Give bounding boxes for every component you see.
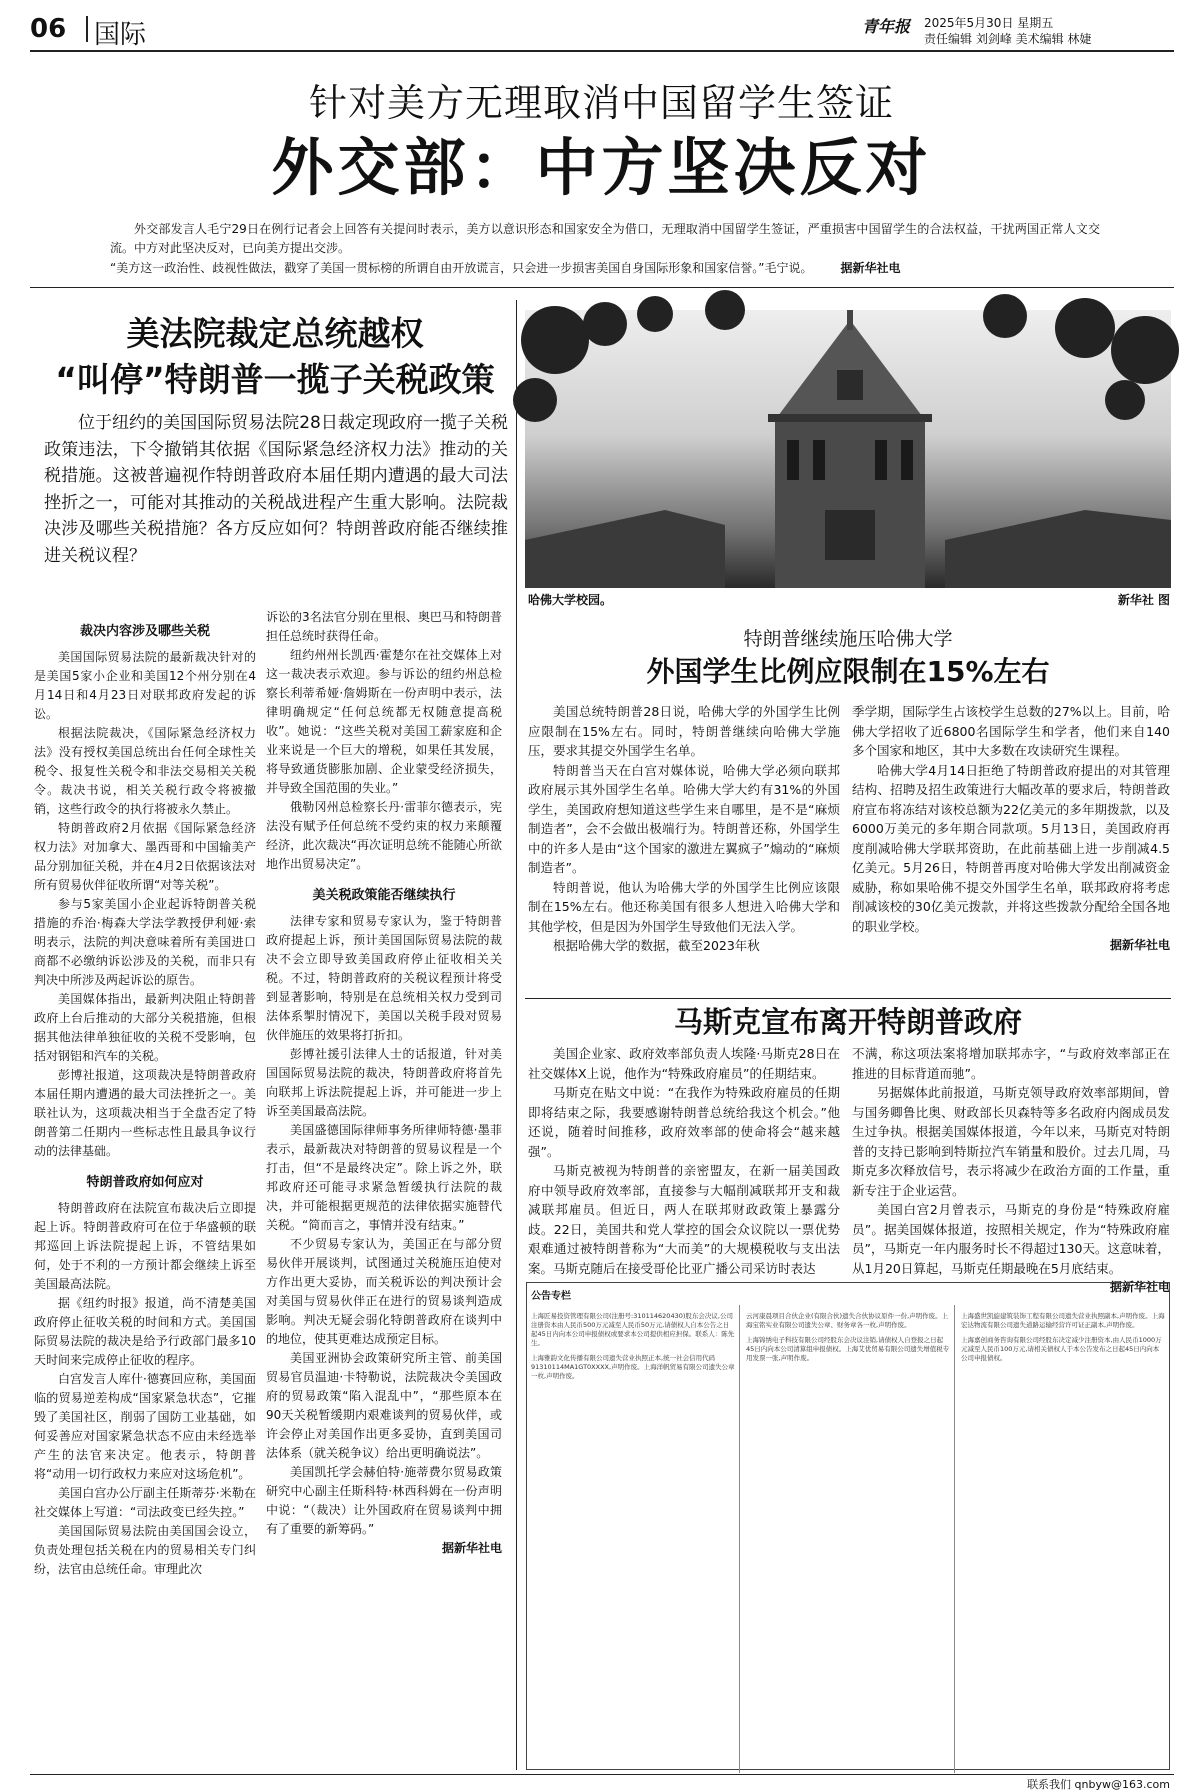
story1-c1-p3: 特朗普政府2月依据《国际紧急经济权力法》对加拿大、墨西哥和中国输美产品分别加征关税，并在4月2日依据该法对所有贸易伙伴征收所谓“对等关税”。: [34, 821, 256, 892]
story2-c1-p1: 美国总统特朗普28日说，哈佛大学的外国学生比例应限制在15%左右。同时，特朗普继续向哈佛大学施压，要求其提交外国学生名单。: [528, 704, 840, 758]
story3-c1-p3: 马斯克被视为特朗普的亲密盟友，在新一届美国政府中领导政府效率部，直接参与大幅削减联邦开支和裁减联邦雇员。但近日，两人在联邦财政政策上暴露分歧。22日，美国共和党人掌控的国会众议院以一票优势艰难通过被特朗普称为“大而美”的大规模税收与支出法案。马斯克随后在接受哥伦比亚广播公司采访时表达: [528, 1163, 840, 1276]
story2-kicker: 特朗普继续施压哈佛大学: [743, 628, 953, 650]
lead-paragraph-1: 外交部发言人毛宁29日在例行记者会上回答有关提问时表示，美方以意识形态和国家安全为借口，无理取消中国留学生签证，严重损害中国留学生的合法权益，干扰两国正常人文交流。中方对此坚决反对，已向美方提出交涉。: [110, 222, 1100, 255]
story1-c1-p6: 彭博社报道，这项裁决是特朗普政府本届任期内遭遇的最大司法挫折之一。美联社认为，这项裁决相当于全盘否定了特朗普第二任期内一些标志性且最具争议行动的法律基础。: [34, 1068, 256, 1158]
notice-column-1: [531, 1305, 740, 1773]
story2-column-1: [528, 702, 840, 992]
story1-c2b-p4: 不少贸易专家认为，美国正在与部分贸易伙伴开展谈判，试图通过关税施压迫使对方作出更大妥协，而关税诉讼的判决预计会对美国与贸易伙伴正在进行的贸易谈判造成影响。判决无疑会弱化特朗普政府在谈判中的地位，使其更难达成预定目标。: [266, 1237, 502, 1346]
story1-c1-p1: 美国国际贸易法院的最新裁决针对的是美国5家小企业和美国12个州分别在4月14日和4月23日对联邦政府发起的诉讼。: [34, 650, 256, 721]
story2-c2-p1: 季学期，国际学生占该校学生总数的27%以上。目前，哈佛大学招收了近6800名国际学生和学者，他们来自140多个国家和地区，其中大多数在攻读研究生课程。: [852, 704, 1170, 758]
story3-c1-p2: 马斯克在贴文中说：“在我作为特殊政府雇员的任期即将结束之际，我要感谢特朗普总统给我这个机会。”他还说，随着时间推移，政府效率部的使命将会“越来越强”。: [528, 1085, 840, 1159]
story2-c1-p2: 特朗普当天在白宫对媒体说，哈佛大学必须向联邦政府展示其外国学生名单。哈佛大学大约有31%的外国学生，美国政府想知道这些学生来自哪里，是不是“麻烦制造者”，会不会做出极端行为。特朗普还称，外国学生中的许多人是由“这个国家的激进左翼疯子”煽动的“麻烦制造者”。: [528, 762, 840, 875]
harvard-photo: [525, 310, 1171, 588]
page-number: 06: [30, 14, 67, 44]
notice-column-3: [961, 1305, 1165, 1773]
notice-1: 上海匠易投资管理有限公司(注册号:310114620430)股东会决议,公司注册资本由人民币500万元减至人民币50万元,请债权人自本公告之日起45日内向本公司申报债权或要求本公司提供相应担保。联系人：陈先生。: [531, 1311, 735, 1347]
notice-3: 云河康晨项目合伙企业(有限合伙)遗失合伙协议原件一份,声明作废。上海宝铭实业有限公司遗失公章、财务章各一枚,声明作废。: [746, 1311, 949, 1329]
story1-source: 据新华社电: [441, 1541, 502, 1555]
column-divider: [516, 300, 517, 1770]
footer-contact: 联系我们 qnbyw@163.com: [1027, 1778, 1170, 1791]
story2-c2-p2: 哈佛大学4月14日拒绝了特朗普政府提出的对其管理结构、招聘及招生政策进行大幅改革的要求后，特朗普政府宣布将冻结对该校总额为22亿美元的多年期拨款，以及6000万美元的多年期合同款项。5月13日，美国政府再度削减哈佛大学联邦资助，在此前基础上进一步削减4.5亿美元。5月26日，特朗普再度对哈佛大学发出削减资金威胁，称如果哈佛不提交外国学生名单，联邦政府将考虑削减该校的30亿美元拨款，并将这些拨款分配给全国各地的职业学校。: [852, 762, 1170, 934]
lead-kicker: 针对美方无理取消中国留学生签证: [308, 81, 894, 125]
notices-box: [526, 1282, 1170, 1770]
notices-heading: 公告专栏: [531, 1291, 571, 1302]
photo-credit: 新华社 图: [1117, 593, 1170, 607]
story3-title: 马斯克宣布离开特朗普政府: [673, 1005, 1022, 1039]
notice-column-2: [746, 1305, 955, 1773]
story3-c2-p1: 不满，称这项法案将增加联邦赤字，“与政府效率部正在推进的目标背道而驰”。: [852, 1046, 1170, 1081]
story3-source: 据新华社电: [1109, 1280, 1170, 1294]
story1-c1b-p1: 特朗普政府在法院宣布裁决后立即提起上诉。特朗普政府可在位于华盛顿的联邦巡回上诉法院提起上诉，不管结果如何，处于不利的一方预计都会继续上诉至美国最高法院。: [34, 1201, 256, 1291]
story1-subhead-3: 美关税政策能否继续执行: [312, 888, 456, 903]
story3-column-1: [528, 1044, 840, 1276]
section-name: 国际: [94, 20, 147, 50]
story1-subhead-1: 裁决内容涉及哪些关税: [79, 624, 210, 639]
story1-c2b-p6: 美国凯托学会赫伯特·施蒂费尔贸易政策研究中心副主任斯科特·林西科姆在一份声明中说：“（裁决）让外国政府在贸易谈判中拥有了重要的新筹码。”: [266, 1465, 502, 1536]
story1-title-line1: 美法院裁定总统越权: [126, 314, 424, 353]
lead-paragraph-2: “美方这一政治性、歧视性做法，戳穿了美国一贯标榜的所谓自由开放谎言，只会进一步损害美国自身国际形象和国家信誉。”毛宁说。: [110, 261, 813, 275]
lead-rule: [30, 287, 1174, 288]
story1-column-1: [34, 616, 256, 1780]
story1-column-2: [266, 608, 502, 1780]
story1-c2-p2: 纽约州州长凯西·霍楚尔在社交媒体上对这一裁决表示欢迎。参与诉讼的纽约州总检察长利蒂希娅·詹姆斯在一份声明中表示，法律明确规定“任何总统都无权随意提高税收”。她说：“这些关税对美国工薪家庭和企业来说是一个巨大的增税，如果任其发展，将导致通货膨胀加剧、企业蒙受经济损失，并导致全国范围的失业。”: [266, 648, 502, 795]
story1-c2b-p2: 彭博社援引法律人士的话报道，针对美国国际贸易法院的裁决，特朗普政府将首先向联邦上诉法院提起上诉，并可能进一步上诉至美国最高法院。: [266, 1047, 502, 1118]
story2-rule: [525, 998, 1171, 999]
story3-c2-p3: 美国白宫2月曾表示，马斯克的身份是“特殊政府雇员”。据美国媒体报道，按照相关规定，作为“特殊政府雇员”，马斯克一年内服务时长不得超过130天。这意味着，从1月20日算起，马斯克任期最晚在5月底结束。: [852, 1202, 1170, 1276]
story1-c1b-p3: 白宫发言人库什·德赛回应称，美国面临的贸易逆差构成“国家紧急状态”，它摧毁了美国社区，削弱了国防工业基础，如何妥善应对国家紧急状态不应由未经选举产生的法官来决定。他表示，特朗普将“动用一切行政权力来应对这场危机”。: [34, 1372, 256, 1481]
masthead-logo: 青年报: [862, 17, 911, 36]
story1-c2b-p3: 美国盛德国际律师事务所律师特德·墨菲表示，最新裁决对特朗普的贸易议程是一个打击，但“不是最终决定”。除上诉之外，联邦政府还可能寻求紧急暂缓执行法院的裁决，并可能根据更规范的法律依据实施替代关税。“简而言之，事情并没有结束。”: [266, 1123, 502, 1232]
story2-title: 外国学生比例应限制在15%左右: [646, 655, 1050, 688]
story1-c1b-p5: 美国国际贸易法院由美国国会设立，负责处理包括关税在内的贸易相关专门纠纷，法官由总统任命。审理此次: [34, 1524, 256, 1576]
notice-6: 上海嘉创商务咨询有限公司经股东决定减少注册资本,由人民币1000万元减至人民币100万元,请相关债权人于本公告发布之日起45日内向本公司申报债权。: [961, 1336, 1162, 1362]
footer-rule: [30, 1774, 1174, 1775]
story1-c1-p4: 参与5家美国小企业起诉特朗普关税措施的乔治·梅森大学法学教授伊利娅·索明表示，法院的判决意味着所有美国进口商都不必缴纳诉讼涉及的关税，而非只有判决中所涉及两起诉讼的原告。: [34, 897, 256, 987]
header-rule: [30, 50, 1174, 52]
notice-2: 上海雅韵文化传播有限公司遗失营业执照正本,统一社会信用代码91310114MA1GT0XXXX,声明作废。上海洋帆贸易有限公司遗失公章一枚,声明作废。: [531, 1354, 735, 1380]
story3-c1-p1: 美国企业家、政府效率部负责人埃隆·马斯克28日在社交媒体X上说，他作为“特殊政府雇员”的任期结束。: [528, 1046, 840, 1081]
story2-column-2: [852, 702, 1170, 994]
story1-c1b-p4: 美国白宫办公厅副主任斯蒂芬·米勒在社交媒体上写道：“司法政变已经失控。”: [34, 1486, 256, 1519]
story1-title-line2: “叫停”特朗普一揽子关税政策: [55, 360, 495, 399]
story1-subhead-2: 特朗普政府如何应对: [86, 1175, 204, 1190]
story3-c2-p2: 另据媒体此前报道，马斯克领导政府效率部期间，曾与国务卿鲁比奥、财政部长贝森特等多名政府内阁成员发生过争执。根据美国媒体报道，今年以来，马斯克对特朗普的支持已影响到特斯拉汽车销量和股价。过去几周，马斯克多次释放信号，表示将减少在政治方面的工作量，重新专注于企业运营。: [852, 1085, 1170, 1198]
story1-c1-p2: 根据法院裁决，《国际紧急经济权力法》没有授权美国总统出台任何全球性关税令、报复性关税令和非法交易相关关税令。裁决书说，相关关税行政令将被撤销，这些行政令的执行将被永久禁止。: [34, 726, 256, 816]
story1-c2b-p5: 美国亚洲协会政策研究所主管、前美国贸易官员温迪·卡特勒说，法院裁决令美国政府的贸易政策“陷入混乱中”，“那些原本在90天关税暂缓期内艰难谈判的贸易伙伴，或许会停止对美国作出更多妥协，直到美国司法体系（就关税争议）给出更明确说法”。: [266, 1351, 502, 1460]
story3-column-2: [852, 1044, 1170, 1294]
harvard-photo-illustration: [525, 310, 1171, 588]
story2-source: 据新华社电: [1109, 938, 1170, 952]
story1-summary-text: 位于纽约的美国国际贸易法院28日裁定现政府一揽子关税政策违法，下令撤销其依据《国际紧急经济权力法》推动的关税措施。这被普遍视作特朗普政府本届任期内遭遇的最大司法挫折之一，可能对其推动的关税战进程产生重大影响。法院裁决涉及哪些关税措施？各方反应如何？特朗普政府能否继续推进关税议程？: [44, 413, 508, 566]
story1-c2b-p1: 法律专家和贸易专家认为，鉴于特朗普政府提起上诉，预计美国国际贸易法院的裁决不会立即导致美国政府停止征收相关关税。不过，特朗普政府的关税议程预计将受到显著影响，特别是在总统相关权力受到司法体系掣肘情况下，美国以关税手段对贸易伙伴施压的效果将打折扣。: [266, 914, 502, 1042]
notice-5: 上海盛世凯旋建筑装饰工程有限公司遗失营业执照副本,声明作废。上海宏达物流有限公司遗失道路运输经营许可证正副本,声明作废。: [961, 1311, 1165, 1329]
photo-caption: 哈佛大学校园。: [528, 593, 613, 607]
story2-c1-p4: 根据哈佛大学的数据，截至2023年秋: [553, 938, 760, 953]
lead-body: [110, 220, 1100, 278]
lead-headline: 外交部：中方坚决反对: [271, 131, 932, 204]
story2-c1-p3: 特朗普说，他认为哈佛大学的外国学生比例应该限制在15%左右。他还称美国有很多人想进入哈佛大学和其他学校，但是因为外国学生导致他们无法入学。: [528, 879, 840, 934]
lead-source: 据新华社电: [840, 261, 901, 275]
story1-c2-p3: 俄勒冈州总检察长丹·雷菲尔德表示，宪法没有赋予任何总统不受约束的权力来颠覆经济，此次裁决“再次证明总统不能随心所欲地作出贸易决定”。: [266, 800, 502, 871]
story1-c2-p1: 诉讼的3名法官分别在里根、奥巴马和特朗普担任总统时获得任命。: [266, 610, 502, 643]
notice-4: 上海锦绣电子科技有限公司经股东会决议注销,请债权人自登报之日起45日内向本公司清算组申报债权。上海艾优贸易有限公司遗失增值税专用发票一张,声明作废。: [746, 1336, 950, 1362]
issue-date: 2025年5月30日 星期五: [924, 16, 1054, 30]
story1-c1-p5: 美国媒体指出，最新判决阻止特朗普政府上台后推动的大部分关税措施，但根据其他法律单独征收的关税不受影响，包括对钢铝和汽车的关税。: [34, 992, 256, 1063]
story1-summary: [44, 410, 508, 569]
editor-credits: 责任编辑 刘剑峰 美术编辑 林婕: [924, 32, 1092, 46]
story1-c1b-p2: 据《纽约时报》报道，尚不清楚美国政府停止征收关税的时间和方式。美国国际贸易法院的裁决是给予行政部门最多10天时间来完成停止征收的程序。: [34, 1296, 256, 1367]
